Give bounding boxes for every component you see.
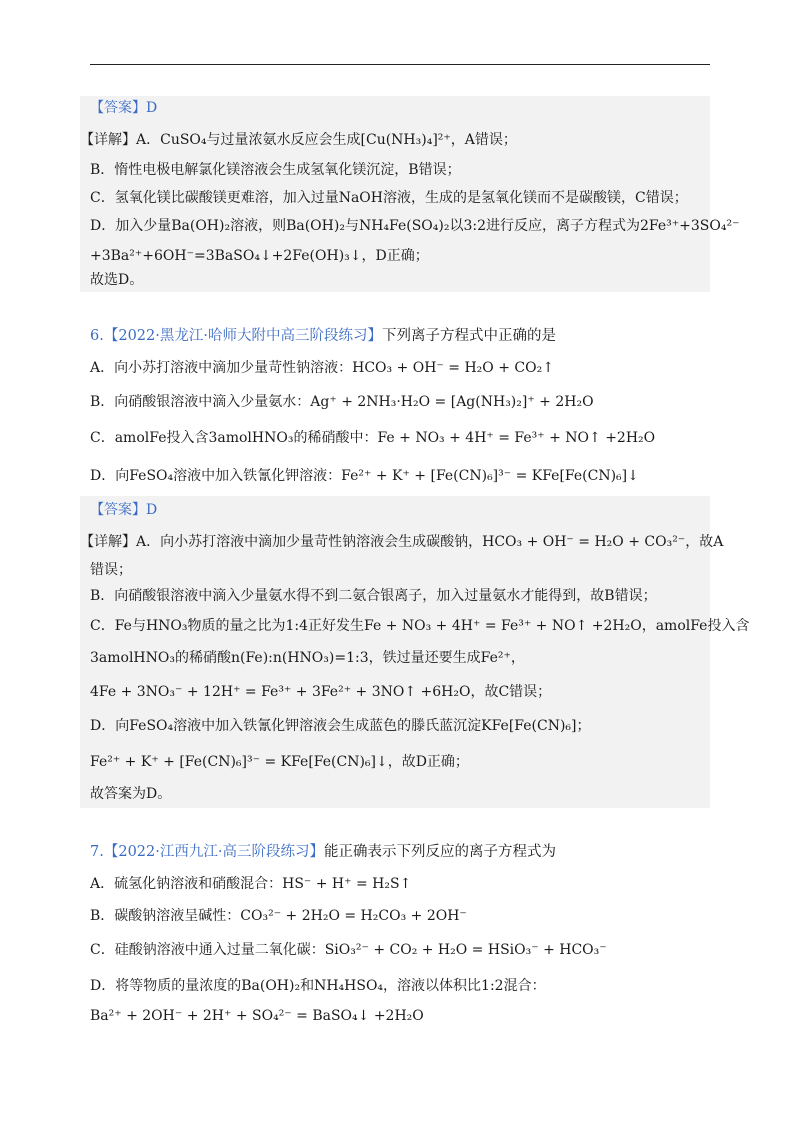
answer-line-1 bbox=[90, 98, 157, 118]
option-c: C．amolFe投入含3amolHNO₃的稀硝酸中：Fe + NO₃ + 4H⁺ = Fe³⁺ + NO↑ +2H₂O bbox=[90, 430, 656, 446]
answer-value: D bbox=[146, 100, 158, 116]
option-a: A．向小苏打溶液中滴加少量苛性钠溶液：HCO₃ + OH⁻ = H₂O + CO₂↑ bbox=[90, 360, 554, 376]
detail-line: B．惰性电极电解氯化镁溶液会生成氢氧化镁沉淀，B错误； bbox=[90, 162, 461, 178]
detail-line: D．加入少量Ba(OH)₂溶液，则Ba(OH)₂与NH₄Fe(SO₄)₂以3:2进行反应，离子方程式为2Fe³⁺+3SO₄²⁻ bbox=[90, 218, 740, 234]
option-a: A．硫氢化钠溶液和硝酸混合：HS⁻ + H⁺ = H₂S↑ bbox=[90, 876, 412, 892]
detail-line: 3amolHNO₃的稀硝酸n(Fe):n(HNO₃)=1:3，铁过量还要生成Fe²⁺， bbox=[90, 650, 525, 666]
header-rule bbox=[90, 64, 710, 65]
detail-line: 故选D。 bbox=[90, 272, 144, 288]
detail-text: A．向小苏打溶液中滴加少量苛性钠溶液会生成碳酸钠，HCO₃ + OH⁻ = H₂O + CO₃²⁻，故A bbox=[136, 534, 724, 550]
question-7-title bbox=[90, 842, 556, 862]
detail-line: +3Ba²⁺+6OH⁻=3BaSO₄↓+2Fe(OH)₃↓，D正确； bbox=[90, 248, 429, 264]
detail-line: C．氢氧化镁比碳酸镁更难溶，加入过量NaOH溶液，生成的是氢氧化镁而不是碳酸镁，C错误； bbox=[90, 190, 688, 206]
answer-tag: 【答案】 bbox=[90, 100, 146, 116]
answer-tag: 【答案】 bbox=[90, 502, 146, 518]
detail-line: 错误； bbox=[90, 562, 132, 578]
detail-tag: 【详解】 bbox=[80, 534, 136, 550]
question-stem: 能正确表示下列反应的离子方程式为 bbox=[323, 844, 556, 860]
answer-value: D bbox=[146, 502, 158, 518]
detail-tag: 【详解】 bbox=[80, 132, 136, 148]
question-number: 7. bbox=[90, 844, 104, 860]
option-d-formula: Ba²⁺ + 2OH⁻ + 2H⁺ + SO₄²⁻ = BaSO₄↓ +2H₂O bbox=[90, 1008, 424, 1024]
detail-line: C．Fe与HNO₃物质的量之比为1:4正好发生Fe + NO₃ + 4H⁺ = Fe³⁺ + NO↑ +2H₂O，amolFe投入含 bbox=[90, 618, 750, 634]
detail-line: Fe²⁺ + K⁺ + [Fe(CN)₆]³⁻ = KFe[Fe(CN)₆]↓，故D正确； bbox=[90, 754, 469, 770]
question-source: 【2022·江西九江·高三阶段练习】 bbox=[103, 844, 324, 860]
question-6-title bbox=[90, 326, 556, 346]
question-source: 【2022·黑龙江·哈师大附中高三阶段练习】 bbox=[103, 328, 382, 344]
option-b: B．碳酸钠溶液呈碱性：CO₃²⁻ + 2H₂O = H₂CO₃ + 2OH⁻ bbox=[90, 908, 467, 924]
detail-line: 故答案为D。 bbox=[90, 786, 172, 802]
detail-line bbox=[80, 532, 723, 552]
detail-text: A．CuSO₄与过量浓氨水反应会生成[Cu(NH₃)₄]²⁺，A错误； bbox=[136, 132, 517, 148]
detail-line: D．向FeSO₄溶液中加入铁氰化钾溶液会生成蓝色的滕氏蓝沉淀KFe[Fe(CN)₆]； bbox=[90, 718, 591, 734]
option-d: D．向FeSO₄溶液中加入铁氰化钾溶液：Fe²⁺ + K⁺ + [Fe(CN)₆]³⁻ = KFe[Fe(CN)₆]↓ bbox=[90, 468, 639, 484]
detail-line: 4Fe + 3NO₃⁻ + 12H⁺ = Fe³⁺ + 3Fe²⁺ + 3NO↑ +6H₂O，故C错误； bbox=[90, 684, 552, 700]
option-c: C．硅酸钠溶液中通入过量二氧化碳：SiO₃²⁻ + CO₂ + H₂O = HSiO₃⁻ + HCO₃⁻ bbox=[90, 942, 607, 958]
question-number: 6. bbox=[90, 328, 104, 344]
option-d: D．将等物质的量浓度的Ba(OH)₂和NH₄HSO₄，溶液以体积比1:2混合： bbox=[90, 978, 546, 994]
detail-line: B．向硝酸银溶液中滴入少量氨水得不到二氨合银离子，加入过量氨水才能得到，故B错误； bbox=[90, 588, 657, 604]
detail-line bbox=[80, 130, 517, 150]
question-stem: 下列离子方程式中正确的是 bbox=[381, 328, 556, 344]
answer-line-2 bbox=[90, 500, 157, 520]
option-b: B．向硝酸银溶液中滴入少量氨水：Ag⁺ + 2NH₃·H₂O = [Ag(NH₃)₂]⁺ + 2H₂O bbox=[90, 394, 594, 410]
